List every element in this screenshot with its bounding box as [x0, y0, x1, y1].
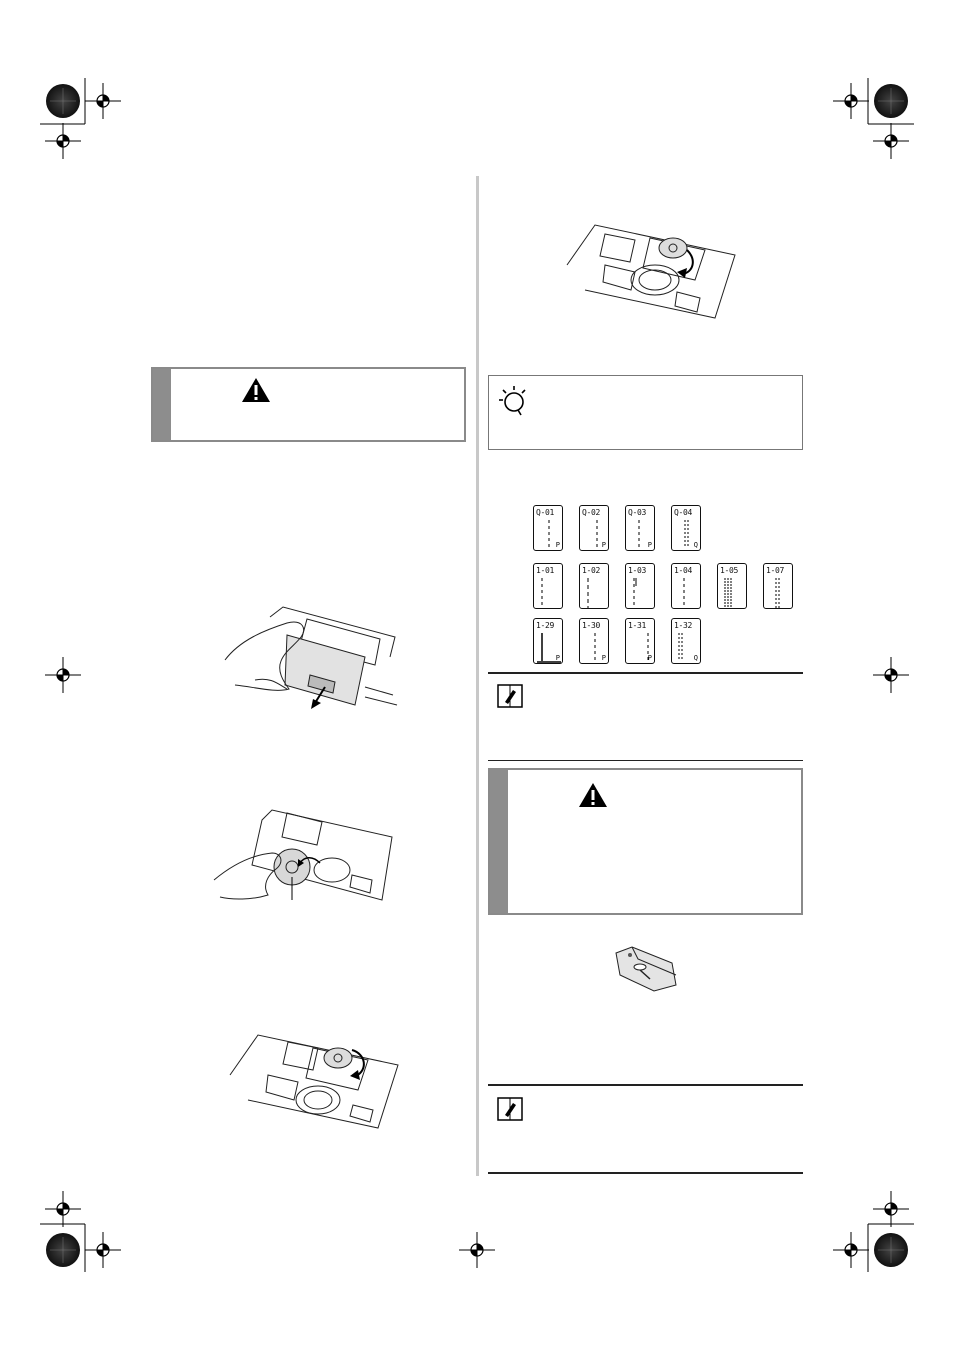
pattern-code: Q-02	[582, 508, 601, 517]
caution-box-right	[488, 768, 803, 915]
caution-bar	[153, 369, 171, 440]
pattern-code: 1-03	[628, 566, 647, 575]
pattern-code: 1-05	[720, 566, 739, 575]
pattern-suffix: Q	[693, 541, 698, 549]
bobbin-insert-illustration	[228, 1030, 403, 1130]
memo-top-rule	[488, 672, 803, 674]
pattern-suffix: P	[555, 654, 560, 662]
pattern-code: Q-03	[628, 508, 647, 517]
warning-triangle-icon	[578, 782, 608, 808]
pattern-card	[625, 618, 655, 664]
pattern-card	[625, 563, 655, 609]
bobbin-case-removal-illustration	[212, 805, 402, 915]
pattern-card	[625, 505, 655, 551]
pattern-suffix: P	[601, 654, 606, 662]
pattern-code: 1-02	[582, 566, 601, 575]
memo-book-icon	[497, 684, 523, 708]
column-divider	[476, 176, 479, 1176]
pattern-code: Q-01	[536, 508, 555, 517]
pattern-code: 1-01	[536, 566, 555, 575]
pattern-card	[717, 563, 747, 609]
memo-book-icon	[497, 1097, 523, 1121]
needle-plate-cover-illustration	[215, 605, 405, 715]
pattern-code: 1-32	[674, 621, 693, 630]
tip-box	[488, 375, 803, 450]
warning-triangle-icon	[241, 377, 271, 403]
pattern-suffix: P	[555, 541, 560, 549]
pattern-card	[579, 563, 609, 609]
pattern-card	[671, 618, 701, 664]
pattern-card	[579, 618, 609, 664]
pattern-code: 1-07	[766, 566, 785, 575]
pattern-suffix: P	[601, 541, 606, 549]
caution-bar	[490, 770, 508, 913]
caution-box-left	[151, 367, 466, 442]
pattern-suffix: Q	[693, 654, 698, 662]
memo-bottom-rule	[488, 760, 803, 761]
pattern-code: Q-04	[674, 508, 693, 517]
pattern-card	[671, 563, 701, 609]
pattern-code: 1-29	[536, 621, 555, 630]
lightbulb-tip-icon	[497, 384, 529, 418]
memo-top-rule-2	[488, 1084, 803, 1086]
pattern-code: 1-04	[674, 566, 693, 575]
memo-bottom-rule-2	[488, 1172, 803, 1174]
pattern-card	[763, 563, 793, 609]
pattern-suffix: P	[647, 541, 652, 549]
pattern-code: 1-31	[628, 621, 647, 630]
pattern-card	[671, 505, 701, 551]
pattern-code: 1-30	[582, 621, 601, 630]
presser-foot-illustration	[610, 945, 680, 993]
pattern-card	[533, 505, 563, 551]
pattern-suffix: P	[647, 654, 652, 662]
bobbin-case-rotate-illustration	[565, 220, 740, 320]
pattern-card	[579, 505, 609, 551]
pattern-card	[533, 563, 563, 609]
pattern-card	[533, 618, 563, 664]
